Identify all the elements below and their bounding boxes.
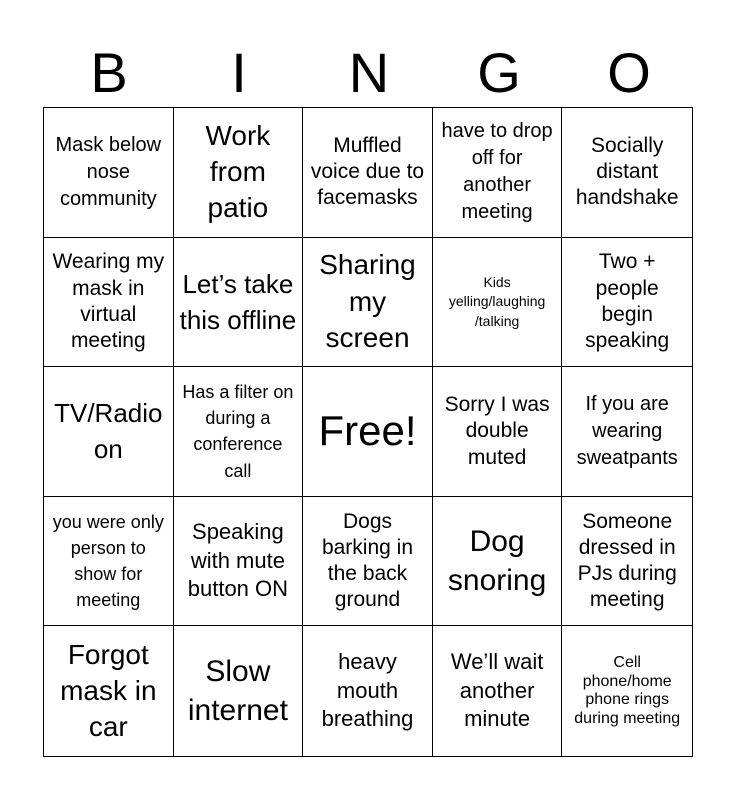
- bingo-cell[interactable]: Sorry I was double muted: [433, 367, 563, 497]
- bingo-cell[interactable]: If you are wearing sweatpants: [562, 367, 692, 497]
- bingo-cell[interactable]: Slow internet: [174, 626, 304, 756]
- bingo-cell[interactable]: heavy mouth breathing: [303, 626, 433, 756]
- bingo-cell[interactable]: Mask below nose community: [44, 108, 174, 238]
- header-letter-i: I: [231, 41, 247, 104]
- bingo-cell[interactable]: Socially distant handshake: [562, 108, 692, 238]
- bingo-cell[interactable]: Wearing my mask in virtual meeting: [44, 238, 174, 368]
- bingo-cell[interactable]: Muffled voice due to facemasks: [303, 108, 433, 238]
- bingo-cell[interactable]: TV/Radio on: [44, 367, 174, 497]
- bingo-cell[interactable]: Cell phone/home phone rings during meeting: [574, 654, 681, 727]
- bingo-cell[interactable]: Work from patio: [174, 108, 304, 238]
- bingo-cell[interactable]: Let’s take this offline: [174, 238, 304, 368]
- header-letter-o: O: [607, 41, 651, 104]
- header-letter-g: G: [477, 41, 521, 104]
- bingo-cell[interactable]: have to drop off for another meeting: [433, 108, 563, 238]
- bingo-cell[interactable]: Has a filter on during a conference call: [174, 367, 304, 497]
- bingo-cell[interactable]: Sharing my screen: [303, 238, 433, 368]
- bingo-cell[interactable]: Dog snoring: [433, 497, 563, 627]
- bingo-cell[interactable]: Speaking with mute button ON: [174, 497, 304, 627]
- bingo-cell[interactable]: Dogs barking in the back ground: [303, 497, 433, 627]
- header-letter-b: B: [90, 41, 128, 104]
- bingo-cell[interactable]: Two + people begin speaking: [562, 238, 692, 368]
- bingo-cell[interactable]: Someone dressed in PJs during meeting: [562, 497, 692, 627]
- bingo-cell[interactable]: Kids yelling/laughing /talking: [433, 238, 563, 368]
- bingo-cell[interactable]: We’ll wait another minute: [433, 626, 563, 756]
- bingo-board: [43, 107, 693, 757]
- header-letter-n: N: [348, 41, 390, 104]
- bingo-cell[interactable]: Forgot mask in car: [44, 626, 174, 756]
- free-cell[interactable]: Free!: [303, 367, 433, 497]
- bingo-cell[interactable]: you were only person to show for meeting: [44, 497, 174, 627]
- bingo-header: [44, 42, 694, 104]
